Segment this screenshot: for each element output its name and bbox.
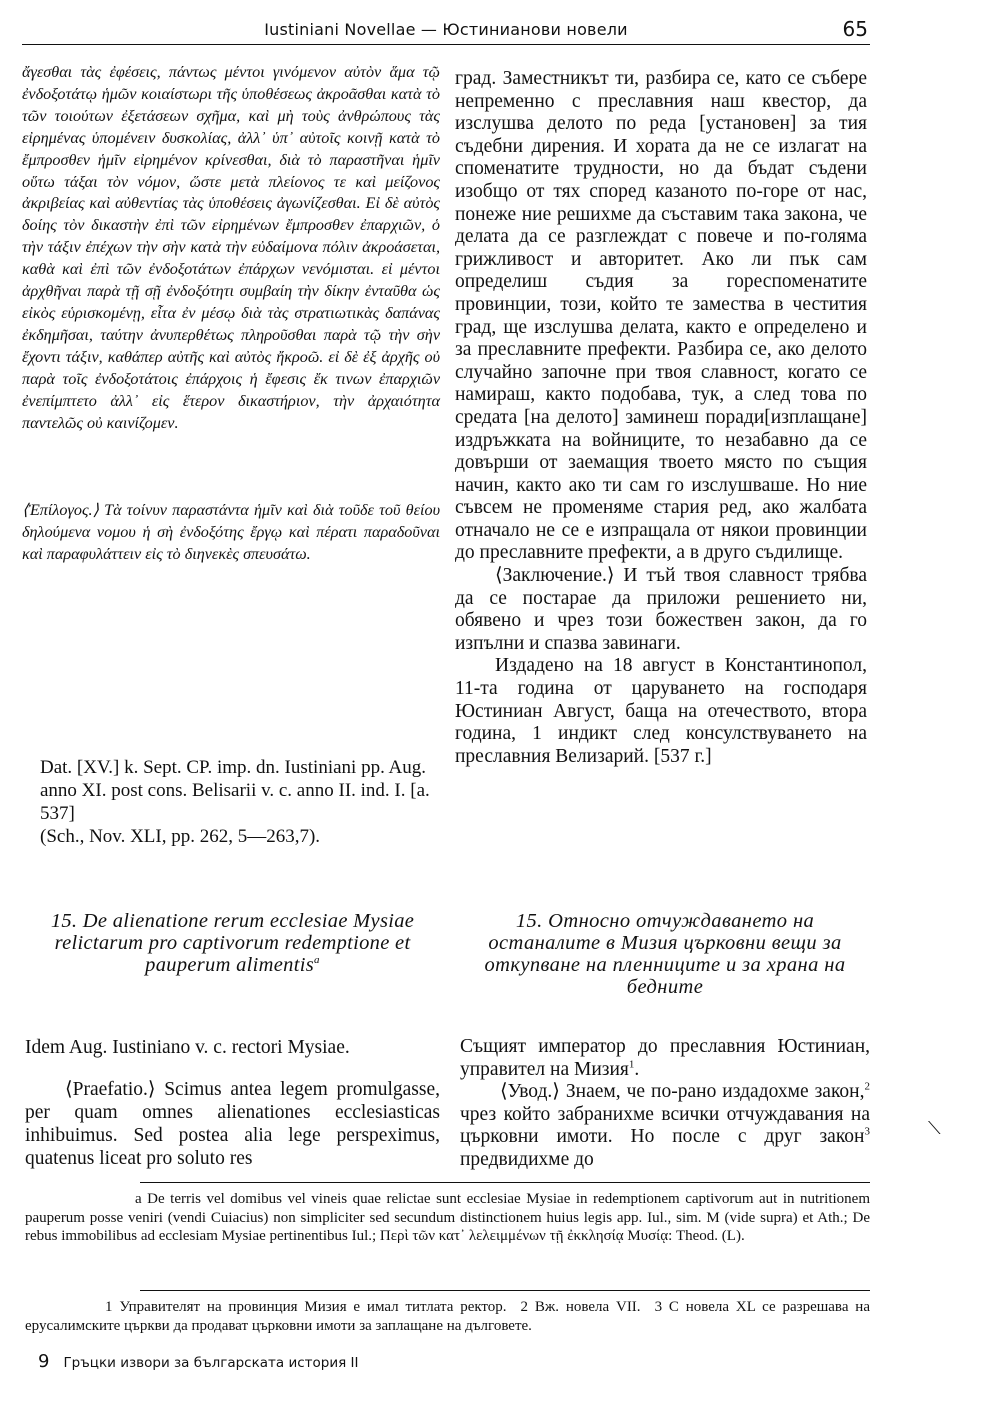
latin-address: Idem Aug. Iustiniano v. c. rectori Mysiae. [25, 1037, 350, 1058]
bulgarian-intro-part-a: ⟨Увод.⟩ Знаем, че по-рано издадохме закон, [500, 1081, 865, 1103]
latin-dating-line: Dat. [XV.] k. Sept. CP. imp. dn. Iustiniani pp. Aug. anno XI. post cons. Belisarii v. c. anno II. ind. I. [a. 537] [40, 757, 430, 824]
footnote-a: a De terris vel domibus vel vineis quae relictae sunt ecclesiae Mysiae in redemptionem captivorum aut in nutritionem pauperum posse veniri (vendi Cuiacius) non simpliciter sed secundum distinctionem huius legis app. Iul., sim. M (vide supra) et Ath.; De rebus immobilibus ad ecclesiam Mysiae pertinentibus Iul.; Περὶ τῶν κατ᾽ λελειμμένων τῇ ἐκκλησίᾳ Μυσίᾳ: Theod. (L). [25, 1191, 870, 1244]
latin-praefatio: ⟨Praefatio.⟩ Scimus antea legem promulgasse, per quam omnes alienationes ecclesiasticas inhibuimus. Sed postea alia lege perspeximus, quatenus liceat pro soluto res [25, 1079, 440, 1169]
signature-footer [38, 1351, 359, 1372]
page-number: 65 [842, 17, 868, 41]
latin-dating-source: (Sch., Nov. XLI, pp. 262, 5—263,7). [40, 826, 321, 847]
section-15-latin-title [25, 910, 440, 976]
footnote-1: 1 Управителят на провинция Мизия е имал титлата ректор. [105, 1299, 507, 1315]
latin-title-text: 15. De alienatione rerum ecclesiae Mysiae relictarum pro captivorum redemptione et pauperum alimentis [50, 910, 415, 976]
greek-epilogue: ⟨Ἐπίλογος.⟩ Τὰ τοίνυν παραστάντα ἡμῖν καὶ διὰ τοῦδε τοῦ θείου δηλούμενα νομου ἡ σὴ ἐνδοξότης ἔργῳ καὶ πέρατι παραδοῦναι καὶ παραφυλάττειν εἰς τὸ διηνεκὲς σπευσάτω. [22, 501, 440, 564]
margin-mark: ⟍ [928, 1118, 941, 1138]
bulgarian-address-end: . [634, 1058, 640, 1080]
section-15-bulgarian-title: 15. Относно отчуждаването на останалите в Мизия църковни вещи за откупване на пленниците и за храна на бедните [484, 910, 846, 998]
bulgarian-conclusion: ⟨Заключение.⟩ И тъй твоя славност трябва да се постарае да приложи решението ни, обявено и чрез този божествен закон, да го изпълни и спазва завинаги. [455, 565, 867, 654]
footnote-divider-2 [140, 1290, 870, 1291]
latin-dating-formula [40, 756, 440, 848]
bulgarian-dating: Издадено на 18 август в Константинопол, 11-та година от царуването на господаря Юстиниан Август, баща на отечеството, втора година, 1 индикт след консулствуването на преславния Велизарий. [537 г.] [455, 655, 867, 767]
footnote-marker-1: 1 [628, 1058, 635, 1071]
bulgarian-translation-column [455, 68, 867, 768]
sheet-number: 9 [38, 1351, 50, 1372]
bulgarian-section-body [460, 1036, 870, 1172]
bulgarian-intro-part-c: предвидихме до [460, 1148, 594, 1170]
footnote-2: 2 Вж. новела VII. [520, 1299, 641, 1315]
footnote-divider [140, 1182, 870, 1183]
bulgarian-paragraph-1: град. Заместникът ти, разбира се, като се събере непременно с преславния наш квестор, да изслушва делото по реда [установен] за тия съдебни дирения. И хората да не се излагат на споменатите трудности, но да бъдат съдени изобщо от тях според казаното по-горе от нас, понеже ние решихме да съставим така закона, че делата да се разглеждат с повече и по-голяма грижливост и авторитет. Ако ли пък сам определиш съдия за гореспоменатите провинции, този, който те замества в честития град, ще изслушва делата, както е определено и за преславните префекти. Разбира се, ако делото случайно започне при твоя славност, когато се намираш, както подобава, тук, а след това по средата [на делото] заминеш поради[изплащане] издръжката на войниците, то незабавно да се довърши от заемащия твоето място по същия начин, както ако ти сам го изслушваше. Но ние съвсем не променяме стария ред, ако жалбата отначало не се е изпращала от някои провинции до преславните префекти, а в друго съдилище. [455, 68, 867, 564]
running-header [22, 14, 870, 45]
running-title: Iustiniani Novellae — Юстинианови новели [264, 20, 628, 39]
bulgarian-introduction [460, 1081, 870, 1171]
footnote-3: 3 С новела XL се разрешава на ерусалимските църкви да продават църковни имоти за заплащане на дълговете. [25, 1299, 870, 1334]
greek-paragraph-1: ἄγεσθαι τὰς ἐφέσεις, πάντως μέντοι γινόμενον αὐτὸν ἅμα τῷ ἐνδοξοτάτῳ ἡμῶν κοιαίστωρι τῆς ὑποθέσεως ἀκροᾶσθαι κατὰ τὸ τῶν τοιούτων ἐξετάσεων σχῆμα, καὶ μὴ τοὺς ἀνθρώπους τὰς εἰρημένας ὑπομένειν δυσκολίας, ἀλλ᾽ ὑπ᾽ αὐτοῖς κοινῇ κατὰ τὸ ἔμπροσθεν ἡμῖν εἰρημένον κρίνεσθαι, διὰ τὸ παραστῆναι ἡμῖν οὕτω τάξαι τὸν νόμον, ὥστε μετὰ πλείονος τε καὶ μείζονος ἀκριβείας καὶ αὐθεντίας τὰς ὑποθέσεις ἀγωνίζεσθαι. Εἰ δὲ αὐτὸς δοίης τὸν δικαστὴν ἐπὶ τῶν εἰρημένων ἔμπροσθεν ἐπαρχιῶν, ὁ τὴν τάξιν ἐπέχων τὴν σὴν κατὰ τὴν εὐδαίμονα πόλιν ἀκροάσεται, καθὰ καὶ ἐπὶ τῶν ἐνδοξοτάτων ἐπάρχων νενόμισται. εἰ μέντοι ἀρχθῆναι παρὰ τῇ σῇ ἐνδοξότητι συμβαίη τὴν δίκην ἐνταῦθα ὡς εἰκὸς εὑρισκομένῃ, εἶτα ἐν μέσῳ διὰ τὰς στρατιωτικὰς δαπάνας ἐκδημῆσαι, ταύτην ἀνυπερθέτως πληροῦσθαι παρὰ τῷ τὴν σὴν ἔχοντι τάξιν, καθάπερ αὐτῆς καὶ αὐτὸς ἤκροῶ. εἰ δὲ ἐξ ἀρχῆς οὐ παρὰ τοῖς ἐνδοξοτάτοις ἐπάρχοις ἡ ἔφεσις ἔκ τινων ἐπαρχιῶν ἐνεπίμπτετο ἀλλ᾽ εἰς ἕτερον δικαστήριον, τὴν ἀρχαιότητα παντελῶς οὐ καινίζομεν. [22, 63, 440, 432]
bulgarian-intro-part-b: чрез който забранихме всички отчуждавания на църковни имоти. Но после с друг закон [460, 1103, 870, 1148]
bulgarian-address [460, 1036, 870, 1081]
greek-text-column [22, 62, 440, 566]
numbered-footnotes [25, 1298, 870, 1335]
bulgarian-address-text: Същият император до преславния Юстиниан, управител на Мизия [460, 1036, 870, 1080]
footer-title: Гръцки извори за българската история II [63, 1355, 359, 1371]
footnote-marker-3: 3 [864, 1125, 870, 1138]
footnote-marker-a: a [314, 954, 320, 967]
footnote-marker-2: 2 [864, 1080, 870, 1093]
